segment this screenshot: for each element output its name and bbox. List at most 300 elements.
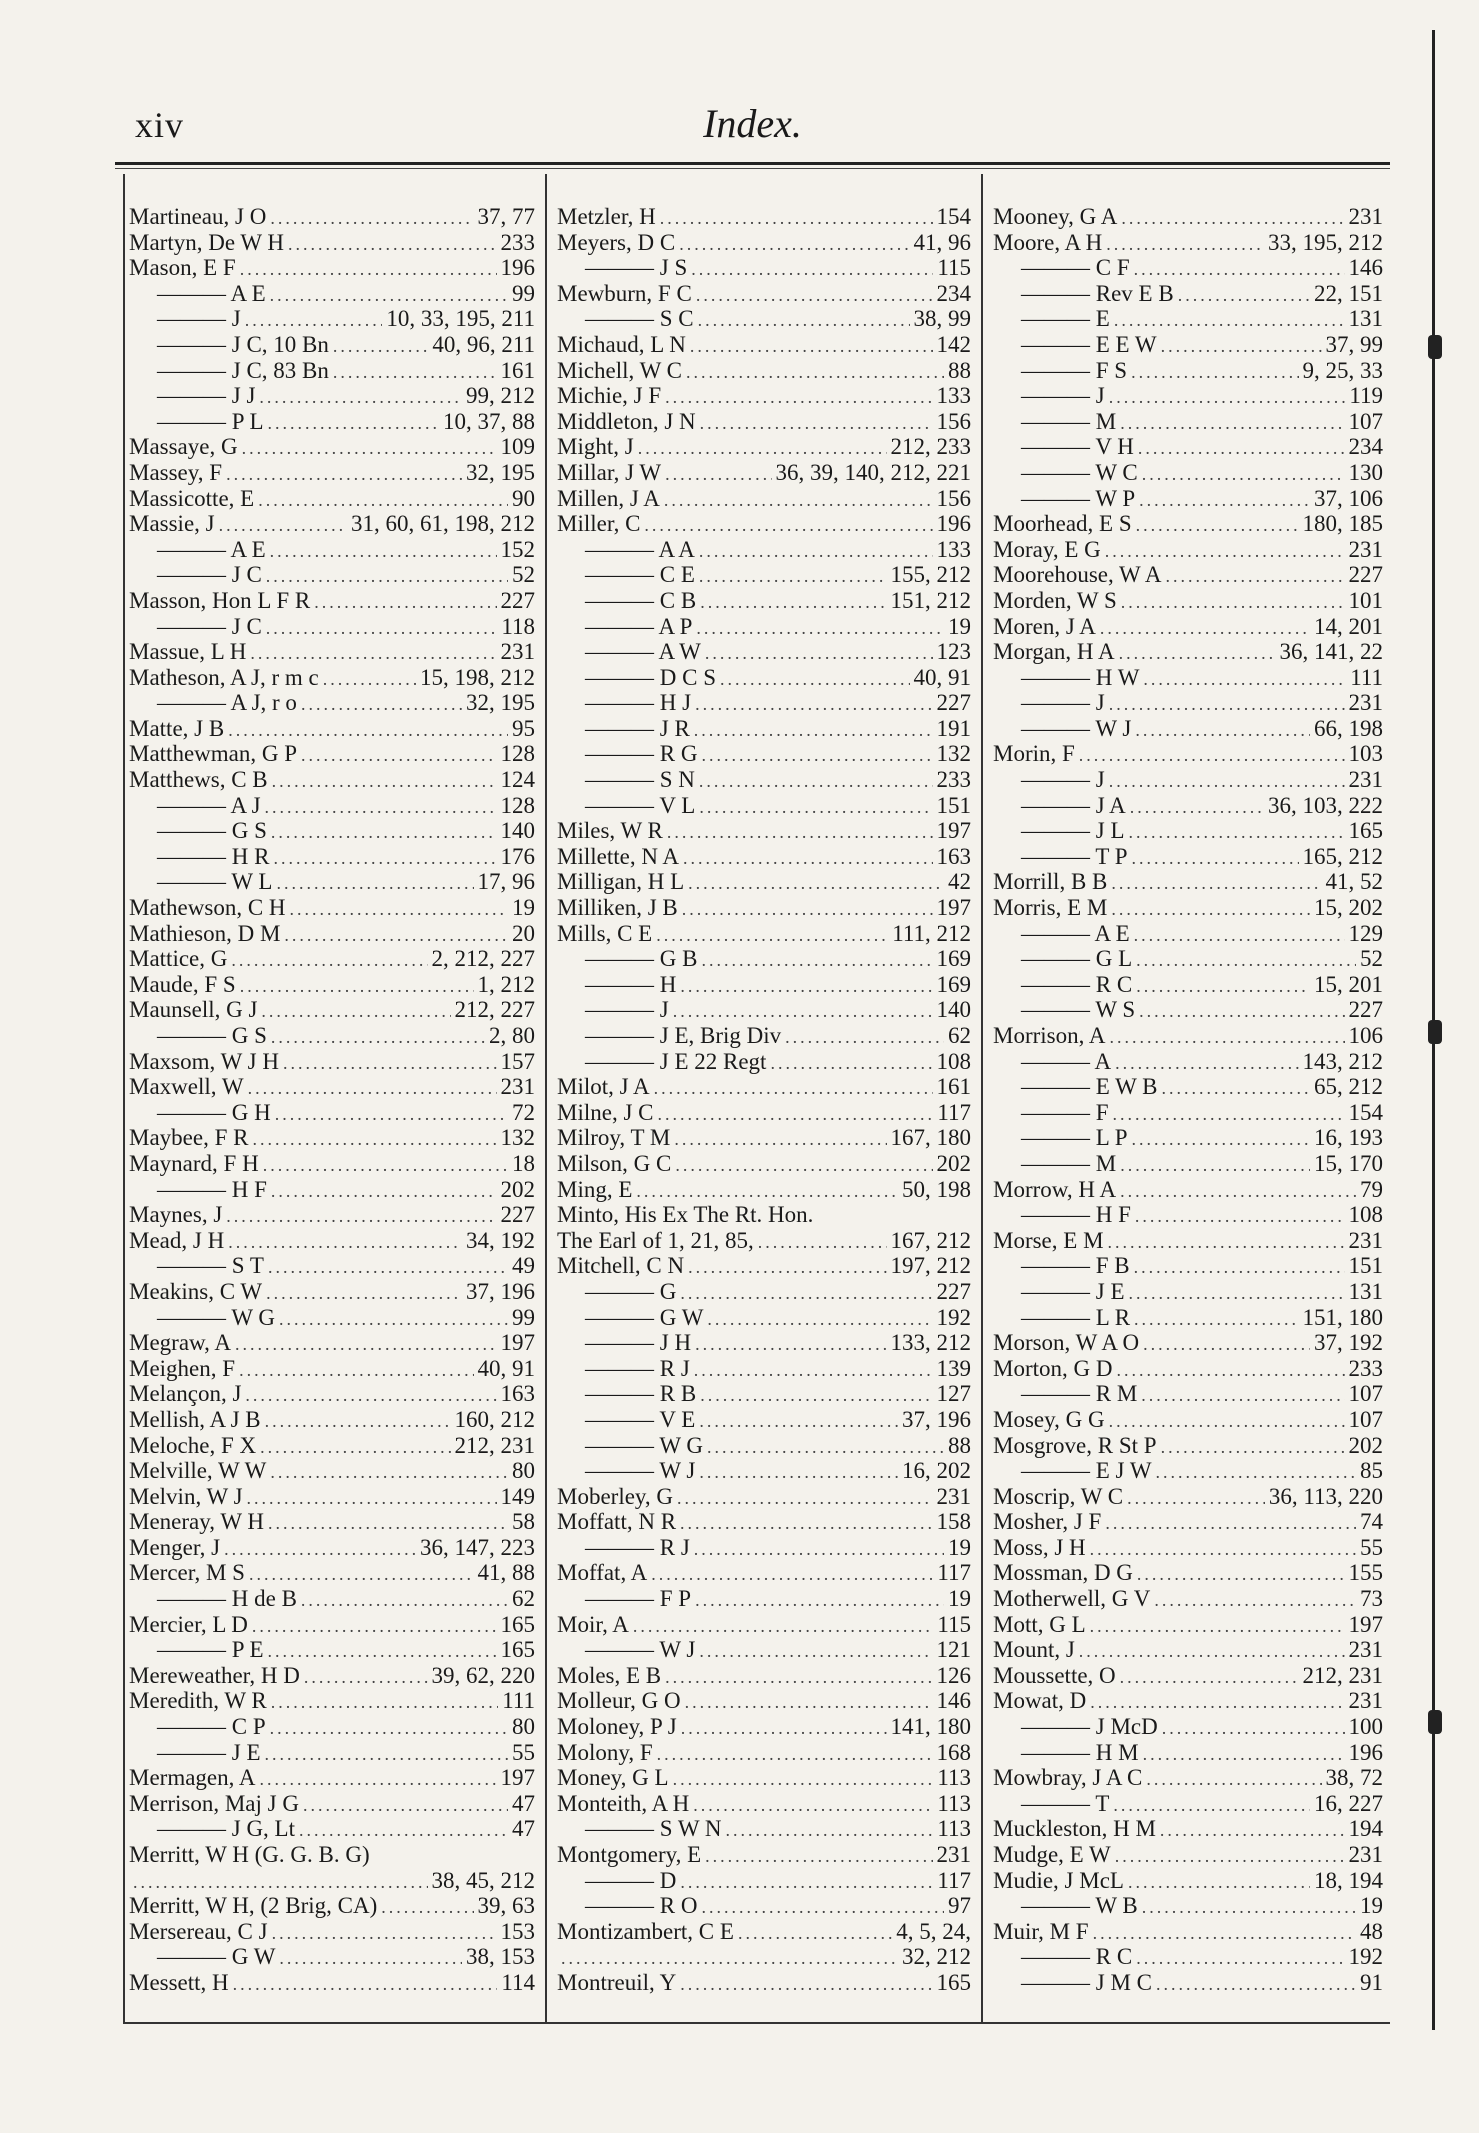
leader-dots bbox=[323, 667, 416, 691]
entry-name: Motherwell, G V bbox=[993, 1586, 1151, 1612]
leader-dots bbox=[695, 1332, 886, 1356]
leader-dots bbox=[682, 897, 933, 921]
entry-pages: 192 bbox=[1348, 1944, 1383, 1970]
entry-name: Michie, J F bbox=[557, 383, 662, 409]
entry-pages: 66, 198 bbox=[1314, 715, 1383, 741]
entry-name: ——— J McD bbox=[1021, 1714, 1158, 1740]
entry-pages: 165 bbox=[500, 1611, 535, 1637]
index-entry bbox=[557, 1714, 971, 1740]
leader-dots bbox=[1105, 1511, 1356, 1535]
entry-pages: 16, 193 bbox=[1314, 1125, 1383, 1151]
entry-pages: 117 bbox=[937, 1099, 971, 1125]
index-entry bbox=[557, 614, 971, 640]
index-entry bbox=[129, 818, 535, 844]
index-entry bbox=[129, 1791, 535, 1817]
entry-name: ——— G S bbox=[157, 1023, 267, 1048]
index-entry bbox=[129, 230, 535, 256]
entry-name: Moffat, A bbox=[557, 1560, 648, 1586]
index-entry bbox=[993, 434, 1383, 460]
entry-pages: 36, 103, 222 bbox=[1268, 792, 1383, 818]
index-entry bbox=[129, 1688, 535, 1714]
entry-pages: 161 bbox=[936, 1074, 971, 1100]
entry-pages: 139 bbox=[936, 1355, 971, 1381]
entry-name: ——— F B bbox=[1021, 1253, 1130, 1279]
leader-dots bbox=[699, 1409, 898, 1433]
index-entry bbox=[993, 358, 1383, 384]
entry-pages: 111 bbox=[1350, 664, 1383, 690]
entry-name: Moir, A bbox=[557, 1611, 629, 1637]
entry-name: Minto, His Ex The Rt. Hon. bbox=[557, 1202, 814, 1228]
leader-dots bbox=[226, 462, 462, 486]
index-entry bbox=[557, 1765, 971, 1791]
index-entry bbox=[993, 1740, 1383, 1766]
leader-dots bbox=[738, 1921, 892, 1945]
entry-name: Mersereau, C J bbox=[129, 1918, 268, 1944]
leader-dots bbox=[226, 1204, 496, 1228]
leader-dots bbox=[1156, 1460, 1356, 1484]
leader-dots bbox=[674, 1127, 886, 1151]
index-entry bbox=[129, 358, 535, 384]
entry-pages: 15, 170 bbox=[1314, 1150, 1383, 1176]
leader-dots bbox=[688, 871, 944, 895]
leader-dots bbox=[694, 1537, 944, 1561]
leader-dots bbox=[770, 1051, 932, 1075]
entry-pages: 38, 99 bbox=[913, 306, 971, 332]
entry-pages: 157 bbox=[500, 1048, 535, 1074]
leader-dots bbox=[1162, 1716, 1345, 1740]
entry-name: ——— V L bbox=[585, 792, 696, 818]
index-entry bbox=[557, 921, 971, 947]
leader-dots bbox=[1120, 1153, 1310, 1177]
entry-pages: 128 bbox=[500, 792, 535, 818]
entry-name: Mudge, E W bbox=[993, 1842, 1111, 1867]
leader-dots bbox=[699, 795, 932, 819]
entry-name: ——— S W N bbox=[585, 1816, 722, 1842]
leader-dots bbox=[266, 1281, 462, 1305]
index-entry bbox=[993, 1253, 1383, 1279]
index-entry bbox=[129, 1330, 535, 1356]
entry-name: ——— R B bbox=[585, 1381, 697, 1407]
entry-pages: 130 bbox=[1348, 459, 1383, 485]
leader-dots bbox=[701, 743, 932, 767]
entry-name: Megraw, A bbox=[129, 1330, 231, 1356]
leader-dots bbox=[693, 1793, 933, 1817]
index-entry bbox=[129, 1100, 535, 1126]
index-entry bbox=[557, 1125, 971, 1151]
leader-dots bbox=[1143, 667, 1346, 691]
entry-pages: 115 bbox=[937, 1611, 971, 1637]
leader-dots bbox=[699, 1639, 932, 1663]
index-column-1 bbox=[129, 204, 535, 1996]
entry-pages: 42 bbox=[948, 869, 971, 895]
leader-dots bbox=[133, 1870, 428, 1894]
index-entry bbox=[129, 1560, 535, 1586]
index-entry bbox=[993, 1612, 1383, 1638]
entry-name: Molony, F bbox=[557, 1739, 653, 1765]
entry-name: ——— J J bbox=[157, 383, 256, 409]
entry-pages: 79 bbox=[1360, 1176, 1383, 1202]
entry-pages: 55 bbox=[1360, 1534, 1383, 1560]
entry-name: Meneray, W H bbox=[129, 1509, 264, 1535]
leader-dots bbox=[265, 1409, 451, 1433]
index-entry bbox=[129, 306, 535, 332]
margin-mark bbox=[1428, 1710, 1442, 1734]
entry-name: ——— C B bbox=[585, 587, 697, 613]
leader-dots bbox=[1109, 1409, 1345, 1433]
entry-pages: 202 bbox=[1348, 1432, 1383, 1458]
entry-name: Milroy, T M bbox=[557, 1125, 671, 1151]
entry-name: Martyn, De W H bbox=[129, 229, 285, 255]
leader-dots bbox=[270, 1716, 508, 1740]
leader-dots bbox=[283, 1051, 497, 1075]
entry-name: ——— J C bbox=[157, 562, 262, 588]
index-entry bbox=[129, 1305, 535, 1331]
entry-pages: 127 bbox=[936, 1381, 971, 1407]
entry-name: Ming, E bbox=[557, 1176, 633, 1202]
entry-name: ——— W C bbox=[1021, 459, 1138, 485]
entry-pages: 231 bbox=[1348, 536, 1383, 562]
index-entry bbox=[129, 690, 535, 716]
entry-pages: 15, 198, 212 bbox=[420, 664, 535, 690]
entry-pages: 233 bbox=[936, 767, 971, 793]
entry-pages: 227 bbox=[1348, 562, 1383, 588]
leader-dots bbox=[1146, 1767, 1321, 1791]
index-entry bbox=[557, 1305, 971, 1331]
leader-dots bbox=[1105, 539, 1345, 563]
entry-pages: 74 bbox=[1360, 1509, 1383, 1535]
index-entry bbox=[557, 1100, 971, 1126]
entry-name: Morton, G D bbox=[993, 1355, 1113, 1381]
entry-name: Martineau, J O bbox=[129, 204, 267, 229]
entry-name: ——— P E bbox=[157, 1637, 264, 1663]
entry-pages: 99 bbox=[512, 1304, 535, 1330]
entry-name: ——— W B bbox=[1021, 1893, 1138, 1919]
index-entry bbox=[129, 1944, 535, 1970]
leader-dots bbox=[266, 564, 508, 588]
leader-dots bbox=[701, 948, 932, 972]
index-entry bbox=[129, 562, 535, 588]
entry-pages: 114 bbox=[501, 1969, 535, 1995]
margin-mark bbox=[1428, 1020, 1442, 1044]
entry-pages: 212, 231 bbox=[1302, 1662, 1383, 1688]
index-entry bbox=[557, 1919, 971, 1945]
index-entry bbox=[129, 793, 535, 819]
leader-dots bbox=[685, 1690, 933, 1714]
entry-pages: 231 bbox=[500, 639, 535, 665]
entry-name: ——— J A bbox=[1021, 792, 1126, 818]
leader-dots bbox=[1131, 360, 1298, 384]
entry-pages: 168 bbox=[936, 1739, 971, 1765]
leader-dots bbox=[673, 999, 933, 1023]
leader-dots bbox=[1115, 1051, 1298, 1075]
entry-pages: 231 bbox=[936, 1842, 971, 1867]
leader-dots bbox=[272, 769, 497, 793]
leader-dots bbox=[224, 1537, 416, 1561]
index-entry bbox=[129, 1023, 535, 1049]
index-entry bbox=[557, 1049, 971, 1075]
entry-pages: 231 bbox=[1348, 1688, 1383, 1714]
entry-pages: 95 bbox=[512, 715, 535, 741]
entry-name: ——— J bbox=[1021, 383, 1105, 409]
entry-pages: 19 bbox=[512, 895, 535, 921]
index-entry bbox=[557, 639, 971, 665]
index-entry bbox=[557, 332, 971, 358]
leader-dots bbox=[1134, 1255, 1345, 1279]
entry-name: Mowat, D bbox=[993, 1688, 1087, 1714]
entry-pages: 88 bbox=[948, 357, 971, 383]
leader-dots bbox=[785, 1025, 944, 1049]
entry-pages: 165 bbox=[1348, 818, 1383, 844]
entry-name: ——— T P bbox=[1021, 843, 1128, 869]
leader-dots bbox=[247, 1486, 497, 1510]
entry-name: ——— L P bbox=[1021, 1125, 1128, 1151]
entry-pages: 4, 5, 24, bbox=[896, 1918, 971, 1944]
leader-dots bbox=[284, 923, 508, 947]
entry-pages: 165, 212 bbox=[1302, 843, 1383, 869]
entry-name: Meakins, C W bbox=[129, 1278, 263, 1304]
entry-pages: 142 bbox=[936, 331, 971, 357]
entry-pages: 99 bbox=[512, 280, 535, 306]
leader-dots bbox=[1119, 641, 1276, 665]
entry-name: ——— C E bbox=[585, 562, 695, 588]
entry-name: ——— A W bbox=[585, 639, 701, 665]
entry-name: Moles, E B bbox=[557, 1662, 662, 1688]
entry-name: Mooney, G A bbox=[993, 204, 1118, 229]
entry-name: ——— W G bbox=[157, 1304, 275, 1330]
entry-pages: 151, 212 bbox=[890, 587, 971, 613]
index-entry bbox=[993, 1637, 1383, 1663]
entry-name: Matthewman, G P bbox=[129, 741, 298, 767]
index-entry bbox=[993, 1381, 1383, 1407]
entry-pages: 80 bbox=[512, 1714, 535, 1740]
entry-name: Michaud, L N bbox=[557, 331, 686, 357]
entry-name: ——— J C, 83 Bn bbox=[157, 357, 329, 383]
index-entry bbox=[557, 230, 971, 256]
entry-name: Might, J bbox=[557, 434, 634, 460]
entry-pages: 2, 80 bbox=[489, 1023, 535, 1048]
entry-pages: 32, 212 bbox=[902, 1944, 971, 1970]
entry-name: ——— J bbox=[1021, 767, 1105, 793]
index-entry bbox=[129, 1356, 535, 1382]
entry-pages: 117 bbox=[937, 1867, 971, 1893]
index-entry bbox=[557, 767, 971, 793]
index-entry bbox=[993, 741, 1383, 767]
index-entry bbox=[557, 1560, 971, 1586]
entry-pages: 167, 212 bbox=[890, 1227, 971, 1253]
leader-dots bbox=[1137, 1562, 1345, 1586]
entry-name: ——— R J bbox=[585, 1534, 690, 1560]
index-entry bbox=[129, 1586, 535, 1612]
index-entry bbox=[129, 946, 535, 972]
leader-dots bbox=[1111, 897, 1310, 921]
leader-dots bbox=[1129, 820, 1345, 844]
leader-dots bbox=[699, 564, 887, 588]
index-entry bbox=[993, 383, 1383, 409]
entry-pages: 152 bbox=[500, 536, 535, 562]
entry-name: Moorhead, E S bbox=[993, 511, 1132, 537]
leader-dots bbox=[314, 590, 496, 614]
leader-dots bbox=[1136, 974, 1310, 998]
entry-name: ——— A J, r o bbox=[157, 690, 297, 716]
bottom-rule bbox=[123, 2022, 1390, 2024]
entry-pages: 36, 147, 223 bbox=[420, 1534, 535, 1560]
entry-pages: 111 bbox=[502, 1688, 535, 1714]
leader-dots bbox=[1090, 1614, 1345, 1638]
leader-dots bbox=[248, 1076, 497, 1100]
header-rule bbox=[115, 168, 1390, 169]
entry-pages: 101 bbox=[1348, 587, 1383, 613]
leader-dots bbox=[260, 1435, 450, 1459]
entry-name: Maunsell, G J bbox=[129, 997, 258, 1023]
entry-pages: 48 bbox=[1360, 1918, 1383, 1944]
leader-dots bbox=[1090, 1537, 1356, 1561]
leader-dots bbox=[381, 1895, 473, 1919]
entry-name: ——— R M bbox=[1021, 1381, 1138, 1407]
index-entry bbox=[129, 1177, 535, 1203]
leader-dots bbox=[1106, 232, 1264, 256]
entry-pages: 196 bbox=[936, 511, 971, 537]
entry-pages: 191 bbox=[936, 715, 971, 741]
entry-name: Morgan, H A bbox=[993, 639, 1115, 665]
entry-pages: 37, 106 bbox=[1314, 485, 1383, 511]
entry-pages: 88 bbox=[948, 1432, 971, 1458]
entry-pages: 197 bbox=[500, 1330, 535, 1356]
entry-name: Millen, J A bbox=[557, 485, 660, 511]
leader-dots bbox=[657, 1102, 933, 1126]
entry-pages: 197 bbox=[500, 1765, 535, 1791]
entry-name: Muir, M F bbox=[993, 1918, 1089, 1944]
index-entry bbox=[129, 1970, 535, 1996]
leader-dots bbox=[691, 257, 933, 281]
leader-dots bbox=[665, 1665, 932, 1689]
leader-dots bbox=[239, 1358, 473, 1382]
index-entry bbox=[993, 818, 1383, 844]
entry-pages: 39, 62, 220 bbox=[431, 1662, 535, 1688]
leader-dots bbox=[304, 1665, 428, 1689]
leader-dots bbox=[1079, 1639, 1345, 1663]
entry-pages: 10, 33, 195, 211 bbox=[386, 306, 535, 332]
entry-pages: 212, 227 bbox=[454, 997, 535, 1023]
entry-pages: 80 bbox=[512, 1458, 535, 1484]
entry-pages: 19 bbox=[1360, 1893, 1383, 1919]
entry-pages: 15, 201 bbox=[1314, 971, 1383, 997]
index-entry bbox=[993, 511, 1383, 537]
entry-pages: 141, 180 bbox=[890, 1714, 971, 1740]
entry-name: Massicotte, E bbox=[129, 485, 255, 511]
entry-pages: 103 bbox=[1348, 741, 1383, 767]
leader-dots bbox=[705, 1844, 932, 1868]
leader-dots bbox=[726, 1818, 934, 1842]
index-entry bbox=[557, 869, 971, 895]
index-entry bbox=[993, 460, 1383, 486]
entry-name: ——— G L bbox=[1021, 946, 1133, 972]
leader-dots bbox=[1079, 743, 1345, 767]
entry-name: Monteith, A H bbox=[557, 1790, 690, 1816]
entry-pages: 14, 201 bbox=[1314, 613, 1383, 639]
entry-name: ——— H bbox=[585, 971, 677, 997]
leader-dots bbox=[288, 232, 496, 256]
entry-name: ——— J M C bbox=[1021, 1969, 1152, 1995]
entry-name: Milne, J C bbox=[557, 1099, 654, 1125]
index-entry bbox=[557, 460, 971, 486]
leader-dots bbox=[680, 1511, 932, 1535]
index-entry bbox=[557, 716, 971, 742]
leader-dots bbox=[268, 1255, 508, 1279]
index-entry bbox=[993, 1509, 1383, 1535]
entry-name: ——— V E bbox=[585, 1406, 696, 1432]
index-entry bbox=[993, 486, 1383, 512]
entry-name: ——— D C S bbox=[585, 664, 716, 690]
entry-pages: 107 bbox=[1348, 1406, 1383, 1432]
entry-name: Morse, E M bbox=[993, 1227, 1104, 1253]
entry-pages: 180, 185 bbox=[1302, 511, 1383, 537]
leader-dots bbox=[333, 360, 497, 384]
entry-name: ——— J E 22 Regt bbox=[585, 1048, 767, 1074]
leader-dots bbox=[1161, 334, 1322, 358]
leader-dots bbox=[694, 1358, 933, 1382]
entry-name: ——— J E bbox=[1021, 1278, 1125, 1304]
entry-name: Mead, J H bbox=[129, 1227, 225, 1253]
entry-pages: 109 bbox=[500, 434, 535, 460]
entry-name: Mattice, G bbox=[129, 946, 228, 972]
entry-name: ——— H R bbox=[157, 843, 270, 869]
entry-pages: 231 bbox=[936, 1483, 971, 1509]
index-entry bbox=[993, 204, 1383, 230]
entry-name: ——— E W B bbox=[1021, 1074, 1158, 1100]
entry-pages: 107 bbox=[1348, 408, 1383, 434]
entry-pages: 212, 233 bbox=[890, 434, 971, 460]
index-entry bbox=[557, 281, 971, 307]
index-entry bbox=[993, 1356, 1383, 1382]
index-page bbox=[115, 92, 1390, 2032]
leader-dots bbox=[1121, 206, 1344, 230]
leader-dots bbox=[263, 1153, 508, 1177]
index-entry bbox=[557, 1202, 971, 1228]
index-entry bbox=[129, 614, 535, 640]
entry-name: Moren, J A bbox=[993, 613, 1096, 639]
leader-dots bbox=[1138, 436, 1345, 460]
entry-pages: 169 bbox=[936, 946, 971, 972]
leader-dots bbox=[271, 1179, 497, 1203]
entry-name: ——— D bbox=[585, 1867, 677, 1893]
entry-name: ——— V H bbox=[1021, 434, 1134, 460]
entry-name: ——— J C bbox=[157, 613, 262, 639]
index-column-3 bbox=[993, 204, 1383, 1996]
entry-name: Moloney, P J bbox=[557, 1714, 677, 1740]
entry-pages: 140 bbox=[500, 818, 535, 844]
index-entry bbox=[129, 972, 535, 998]
leader-dots bbox=[686, 360, 944, 384]
leader-dots bbox=[1121, 590, 1345, 614]
leader-dots bbox=[228, 1230, 462, 1254]
index-entry bbox=[129, 1919, 535, 1945]
index-entry bbox=[557, 383, 971, 409]
entry-name: Merritt, W H (G. G. B. G) bbox=[129, 1842, 370, 1867]
entry-pages: 55 bbox=[512, 1739, 535, 1765]
index-entry bbox=[129, 1509, 535, 1535]
leader-dots bbox=[1136, 513, 1299, 537]
entry-name: Montreuil, Y bbox=[557, 1969, 677, 1995]
entry-name: Meredith, W R bbox=[129, 1688, 267, 1714]
entry-name: ——— S T bbox=[157, 1253, 264, 1279]
entry-name: ——— C F bbox=[1021, 255, 1130, 281]
index-entry bbox=[557, 1586, 971, 1612]
index-entry bbox=[557, 1228, 971, 1254]
index-entry bbox=[129, 1381, 535, 1407]
entry-pages: 124 bbox=[500, 767, 535, 793]
index-entry bbox=[129, 1151, 535, 1177]
index-entry bbox=[129, 434, 535, 460]
